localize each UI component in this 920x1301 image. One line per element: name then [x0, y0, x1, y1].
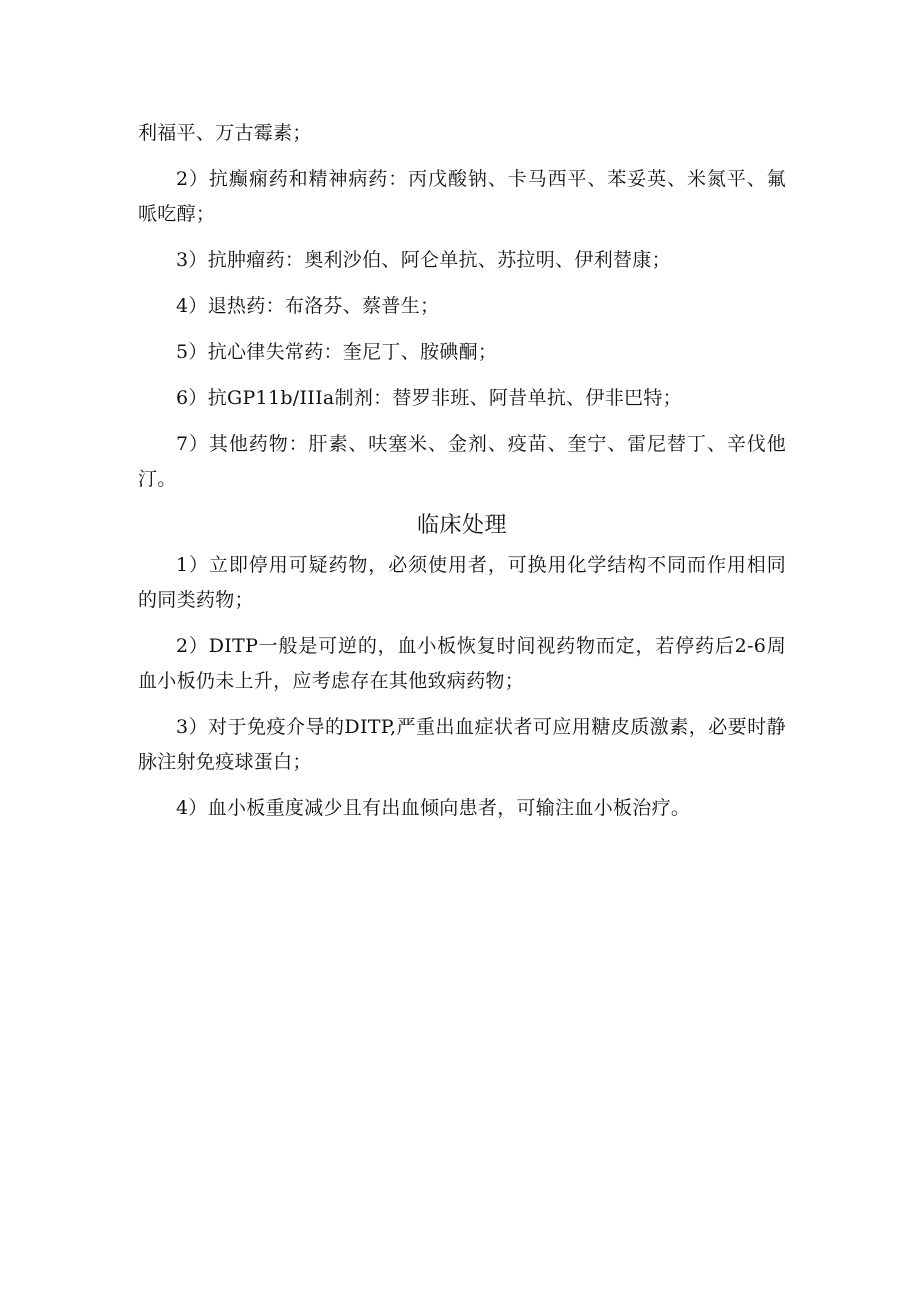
treatment-item-2: 2）DITP一般是可逆的，血小板恢复时间视药物而定，若停药后2-6周血小板仍未上升，应考虑存在其他致病药物； [138, 635, 786, 692]
drug-list-item-4: 4）退热药：布洛芬、蔡普生； [176, 295, 440, 317]
treatment-item-3: 3）对于免疫介导的DITP,严重出血症状者可应用糖皮质激素，必要时静脉注射免疫球蛋白； [138, 716, 786, 773]
drug-list-item-3: 3）抗肿瘤药：奥利沙伯、阿仑单抗、苏拉明、伊利替康； [176, 249, 671, 271]
treatment-item-4: 4）血小板重度减少且有出血倾向患者，可输注血小板治疗。 [176, 797, 691, 819]
drug-list-item-7: 7）其他药物：肝素、呋塞米、金剂、疫苗、奎宁、雷尼替丁、辛伐他汀。 [138, 433, 786, 490]
drug-list-item-2: 2）抗癫痫药和精神病药：丙戊酸钠、卡马西平、苯妥英、米氮平、氟哌吃醇； [138, 168, 786, 225]
continued-drug-line: 利福平、万古霉素； [138, 122, 312, 144]
section-heading: 临床处理 [416, 513, 507, 538]
drug-list-item-5: 5）抗心律失常药：奎尼丁、胺碘酮； [176, 341, 498, 363]
treatment-item-1: 1）立即停用可疑药物，必须使用者，可换用化学结构不同而作用相同的同类药物； [138, 554, 786, 611]
document-body [138, 116, 786, 837]
drug-list-item-6: 6）抗GP11b/IIIa制剂：替罗非班、阿昔单抗、伊非巴特； [176, 387, 682, 409]
